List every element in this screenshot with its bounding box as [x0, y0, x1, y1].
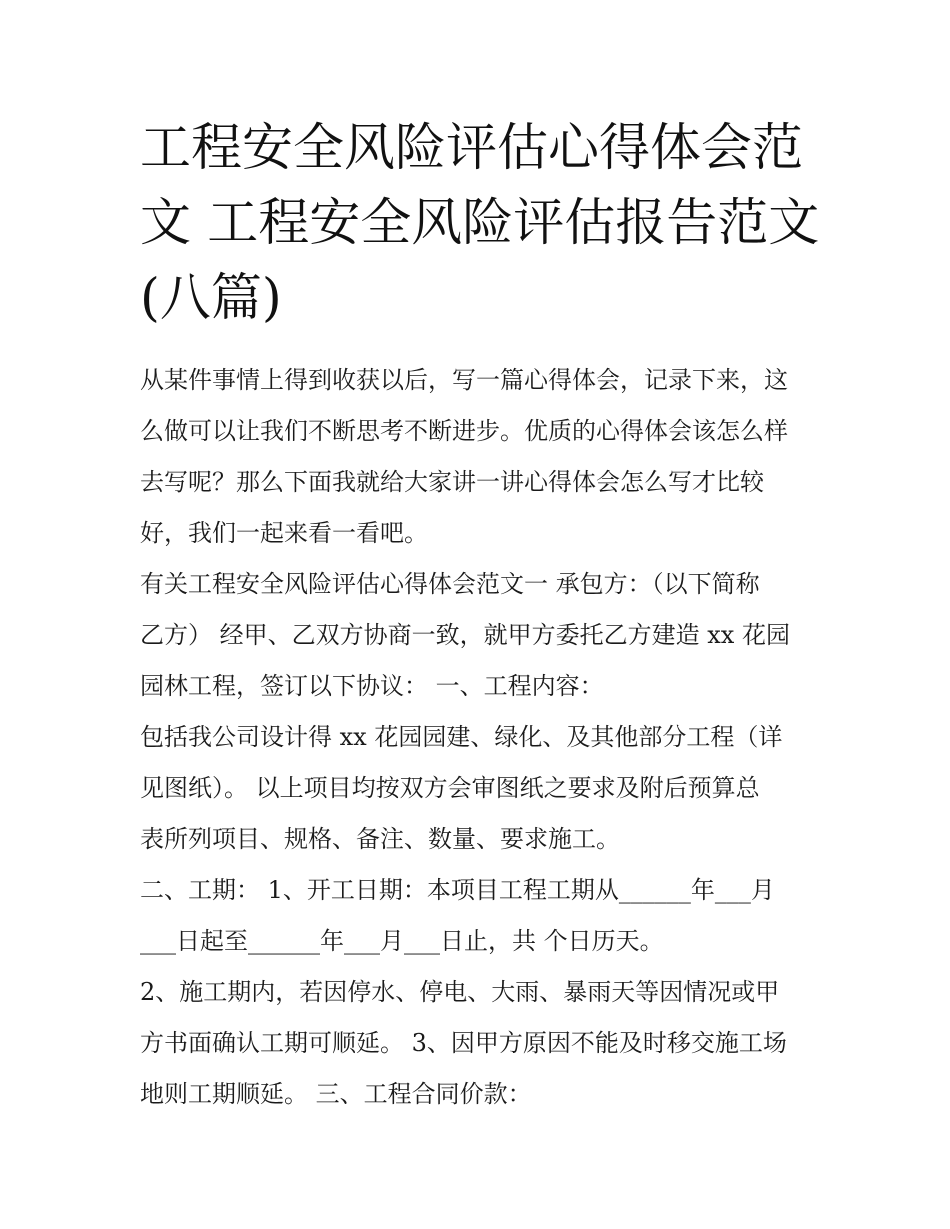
body-line: 好，我们一起来看一看吧。 — [140, 519, 428, 547]
title-line: (八篇) — [140, 269, 282, 328]
body-line: 二、工期： 1、开工日期：本项目工程工期从______年___月 — [140, 876, 775, 904]
body-line: 么做可以让我们不断思考不断进步。优质的心得体会该怎么样 — [140, 417, 788, 445]
body-line: 去写呢？那么下面我就给大家讲一讲心得体会怎么写才比较 — [140, 468, 764, 496]
body-line: 园林工程，签订以下协议： 一、工程内容： — [140, 672, 604, 700]
body-line: 见图纸）。 以上项目均按双方会审图纸之要求及附后预算总 — [140, 774, 760, 802]
body-line: 有关工程安全风险评估心得体会范文一 承包方：（以下简称 — [140, 570, 760, 598]
document-body — [140, 355, 830, 1120]
title-line: 文 工程安全风险评估报告范文 — [140, 194, 820, 253]
body-line: 乙方） 经甲、乙双方协商一致，就甲方委托乙方建造 xx 花园 — [140, 621, 790, 649]
body-line: 地则工期顺延。 三、工程合同价款： — [140, 1080, 532, 1108]
body-line: 2、施工期内，若因停水、停电、大雨、暴雨天等因情况或甲 — [140, 978, 780, 1006]
body-line: 表所列项目、规格、备注、数量、要求施工。 — [140, 825, 620, 853]
body-line: ___日起至______年___月___日止，共 个日历天。 — [140, 927, 664, 955]
body-line: 包括我公司设计得 xx 花园园建、绿化、及其他部分工程（详 — [140, 723, 783, 751]
title-line: 工程安全风险评估心得体会范 — [140, 119, 804, 178]
document-title — [140, 111, 820, 336]
body-line: 从某件事情上得到收获以后，写一篇心得体会，记录下来，这 — [140, 366, 788, 394]
body-line: 方书面确认工期可顺延。 3、因甲方原因不能及时移交施工场 — [140, 1029, 787, 1057]
